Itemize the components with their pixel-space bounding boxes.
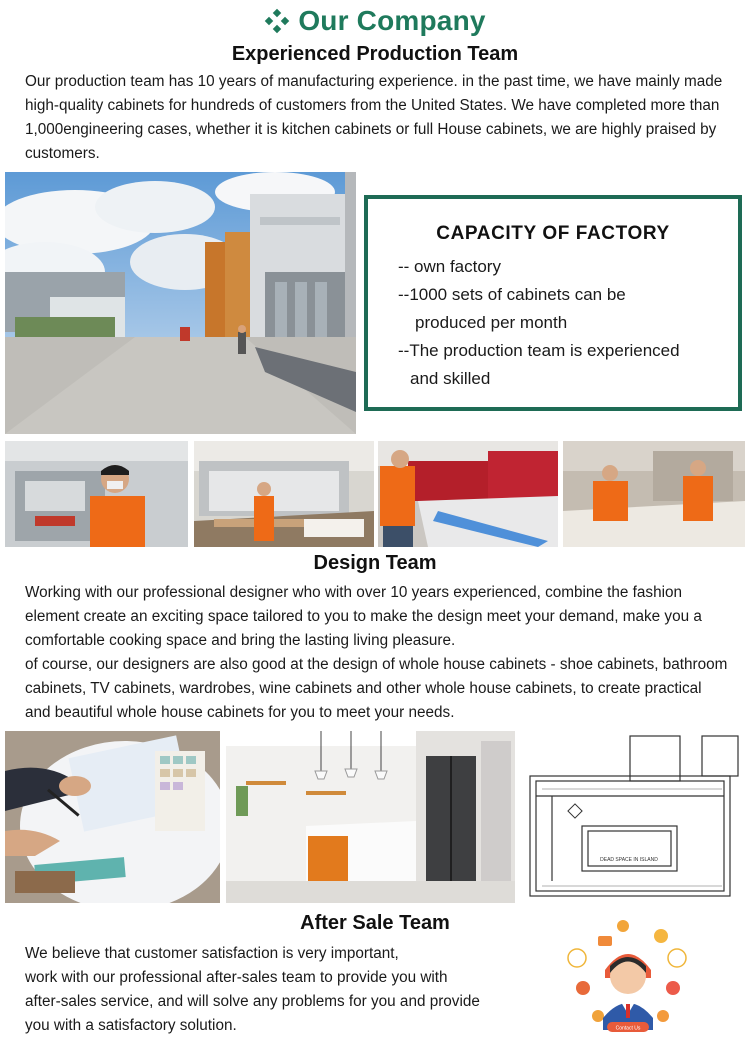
capacity-title: CAPACITY OF FACTORY xyxy=(436,223,670,244)
worker-photo xyxy=(5,441,188,547)
worker-photo xyxy=(563,441,745,547)
design-heading: Design Team xyxy=(313,552,437,574)
capacity-line: produced per month xyxy=(415,313,568,332)
worker-photo xyxy=(378,441,558,547)
kitchen-render-photo xyxy=(226,731,515,903)
diamond-cross-icon xyxy=(264,8,290,34)
aftersale-heading: After Sale Team xyxy=(300,912,450,934)
capacity-line: --The production team is experienced xyxy=(398,341,680,360)
design-paragraph: Working with our professional designer who with over 10 years experienced, combine the fashion element create an exciting space tailored to you to make the design meet your demand, make you a comfortable cooking space and bring the lasting living pleasure. of course, our designers are also good at the design of whole house cabinets - shoe cabinets, bathroom cabinets, TV cabinets, wardrobes, wine cabinets and other whole house cabinets, to create practical and beautiful whole house cabinets for you to meet your needs. xyxy=(25,584,728,721)
aftersale-line: work with our professional after-sales team to provide you with xyxy=(25,969,448,986)
aftersale-line: We believe that customer satisfaction is very important, xyxy=(25,945,399,962)
capacity-line: --1000 sets of cabinets can be xyxy=(398,285,626,304)
worker-photo xyxy=(194,441,374,547)
production-paragraph: Our production team has 10 years of manufacturing experience. in the past time, we have mainly made high-quality cabinets for hundreds of customers from the United States. We have completed more than 1,000engineering cases, whether it is kitchen cabinets or full House cabinets, we are highly praised by customers. xyxy=(25,73,723,162)
aftersale-paragraph xyxy=(25,942,525,1038)
contact-badge-label: Contact Us xyxy=(615,1025,641,1032)
floor-plan-drawing xyxy=(522,731,745,903)
customer-service-illustration xyxy=(563,918,693,1036)
page-header xyxy=(0,4,750,38)
production-heading: Experienced Production Team xyxy=(231,43,519,65)
aftersale-line: you with a satisfactory solution. xyxy=(25,1017,237,1034)
aftersale-line: after-sales service, and will solve any problems for you and provide xyxy=(25,993,480,1010)
page-title: Our Company xyxy=(298,5,486,36)
factory-exterior-photo xyxy=(5,172,356,434)
floorplan-label: DEAD SPACE IN ISLAND xyxy=(600,857,658,863)
capacity-line: and skilled xyxy=(410,369,491,388)
capacity-line: -- own factory xyxy=(398,257,501,276)
design-samples-photo xyxy=(5,731,220,903)
capacity-box xyxy=(364,195,742,411)
